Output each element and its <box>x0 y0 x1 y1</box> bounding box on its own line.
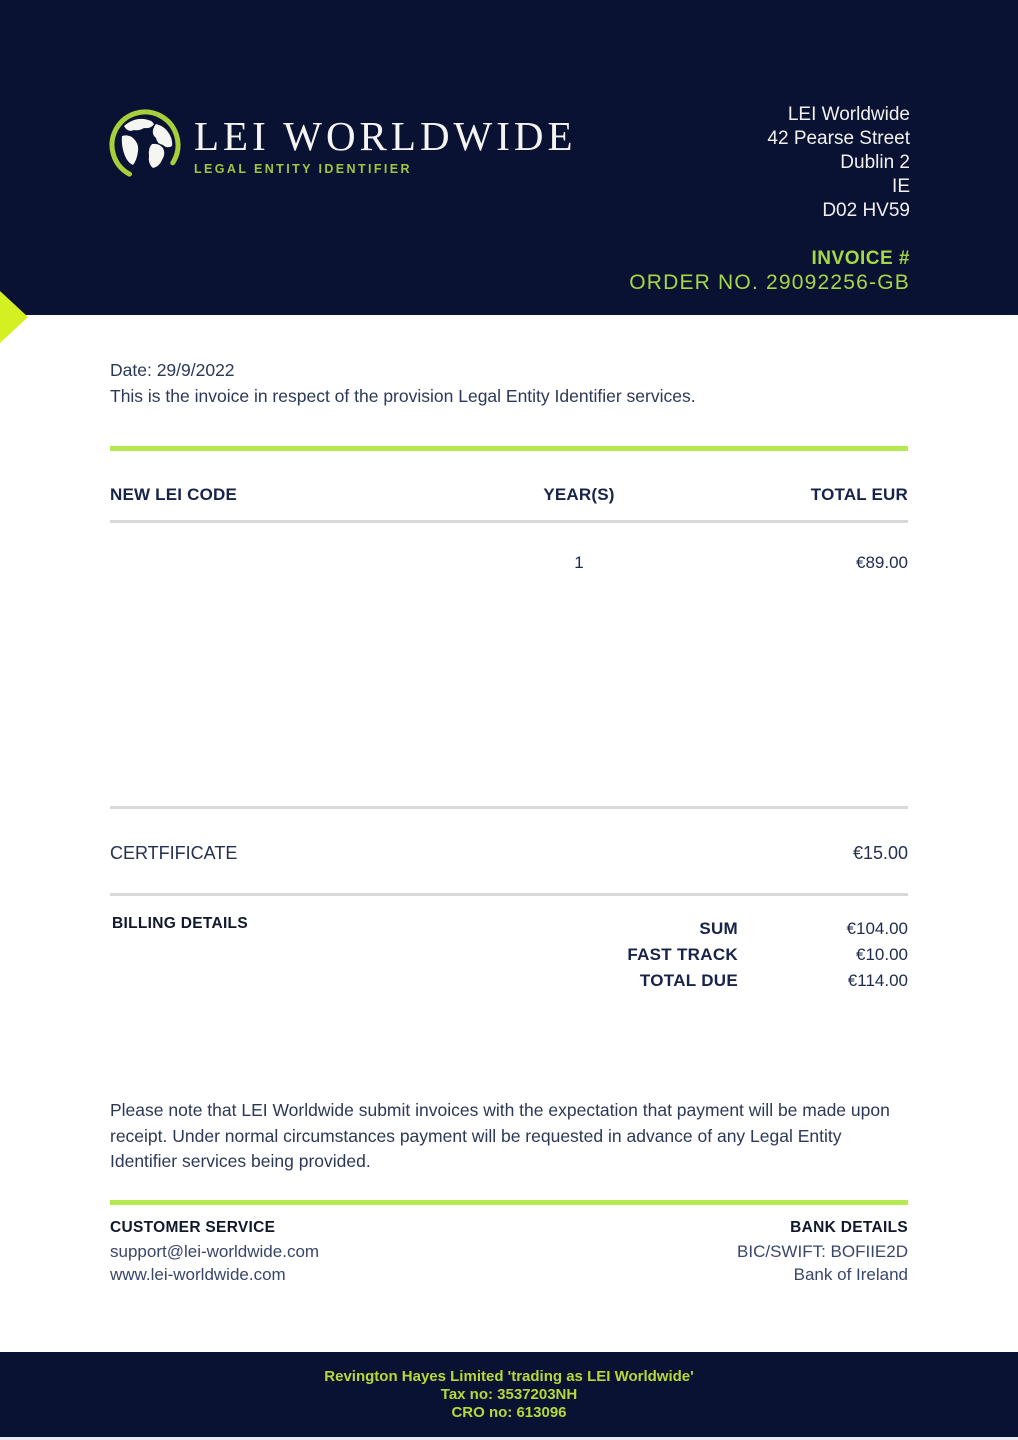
billing-details-heading: BILLING DETAILS <box>112 915 248 932</box>
summary-value: €10.00 <box>856 945 908 964</box>
summary-label: FAST TRACK <box>627 945 738 964</box>
invoice-intro: This is the invoice in respect of the provision Legal Entity Identifier services. <box>110 386 696 406</box>
order-number: ORDER NO. 29092256-GB <box>629 271 910 294</box>
company-logo <box>106 108 577 184</box>
cell-years: 1 <box>574 553 584 572</box>
address-line: LEI Worldwide <box>787 104 910 125</box>
header-banner <box>0 0 1018 315</box>
table-row <box>110 553 908 573</box>
address-line: Dublin 2 <box>840 152 910 173</box>
table-header <box>110 485 908 505</box>
address-line: IE <box>892 176 910 197</box>
invoice-label: INVOICE # <box>811 248 910 269</box>
customer-service-block <box>110 1216 319 1287</box>
summary-value: €104.00 <box>846 919 908 938</box>
divider-gray <box>110 893 908 896</box>
bank-details-block <box>737 1216 908 1287</box>
divider-green <box>110 1200 908 1205</box>
cell-lei-code <box>110 553 450 573</box>
certificate-amount: €15.00 <box>852 843 908 863</box>
summary-row-sum <box>110 919 908 945</box>
billing-summary <box>110 919 908 997</box>
divider-gray <box>110 806 908 809</box>
footer-tax-line: Tax no: 3537203NH <box>440 1385 578 1403</box>
bic-swift: BIC/SWIFT: BOFIIE2D <box>737 1241 908 1261</box>
support-email-link[interactable]: support@lei-worldwide.com <box>110 1241 320 1261</box>
summary-value: €114.00 <box>847 971 908 990</box>
payment-note: Please note that LEI Worldwide submit invoices with the expectation that payment will be made upon receipt. Under normal circumstances payment will be requested in advance of any Legal Entity Identifier services being provided. <box>110 1100 890 1171</box>
certificate-row <box>110 843 908 864</box>
column-header-total: TOTAL EUR <box>810 485 908 504</box>
divider-green <box>110 446 908 451</box>
address-line: D02 HV59 <box>822 200 910 221</box>
summary-label: TOTAL DUE <box>639 971 738 990</box>
logo-text <box>194 113 577 176</box>
company-address <box>767 103 910 223</box>
footer-banner <box>0 1352 1018 1437</box>
customer-service-heading: CUSTOMER SERVICE <box>110 1219 276 1236</box>
logo-tagline: LEGAL ENTITY IDENTIFIER <box>194 162 412 176</box>
bank-details-heading: BANK DETAILS <box>790 1219 908 1236</box>
cell-total: €89.00 <box>856 553 908 572</box>
column-header-lei-code: NEW LEI CODE <box>110 485 238 504</box>
summary-label: SUM <box>699 919 738 938</box>
footer-cro-line: CRO no: 613096 <box>451 1403 567 1421</box>
invoice-date: Date: 29/9/2022 <box>110 360 235 380</box>
column-header-years: YEAR(S) <box>543 485 615 504</box>
summary-row-fast-track <box>110 945 908 971</box>
address-line: 42 Pearse Street <box>767 128 910 149</box>
website-link[interactable]: www.lei-worldwide.com <box>110 1265 286 1284</box>
contact-section <box>110 1216 908 1287</box>
accent-triangle <box>0 291 28 343</box>
bank-name: Bank of Ireland <box>793 1265 908 1284</box>
divider-gray <box>110 520 908 523</box>
logo-title: LEI WORLDWIDE <box>194 113 577 159</box>
globe-icon <box>106 108 182 184</box>
footer-company-line: Revington Hayes Limited 'trading as LEI Worldwide' <box>324 1367 694 1385</box>
summary-row-total-due <box>110 971 908 997</box>
certificate-label: CERTFIFICATE <box>110 843 238 863</box>
